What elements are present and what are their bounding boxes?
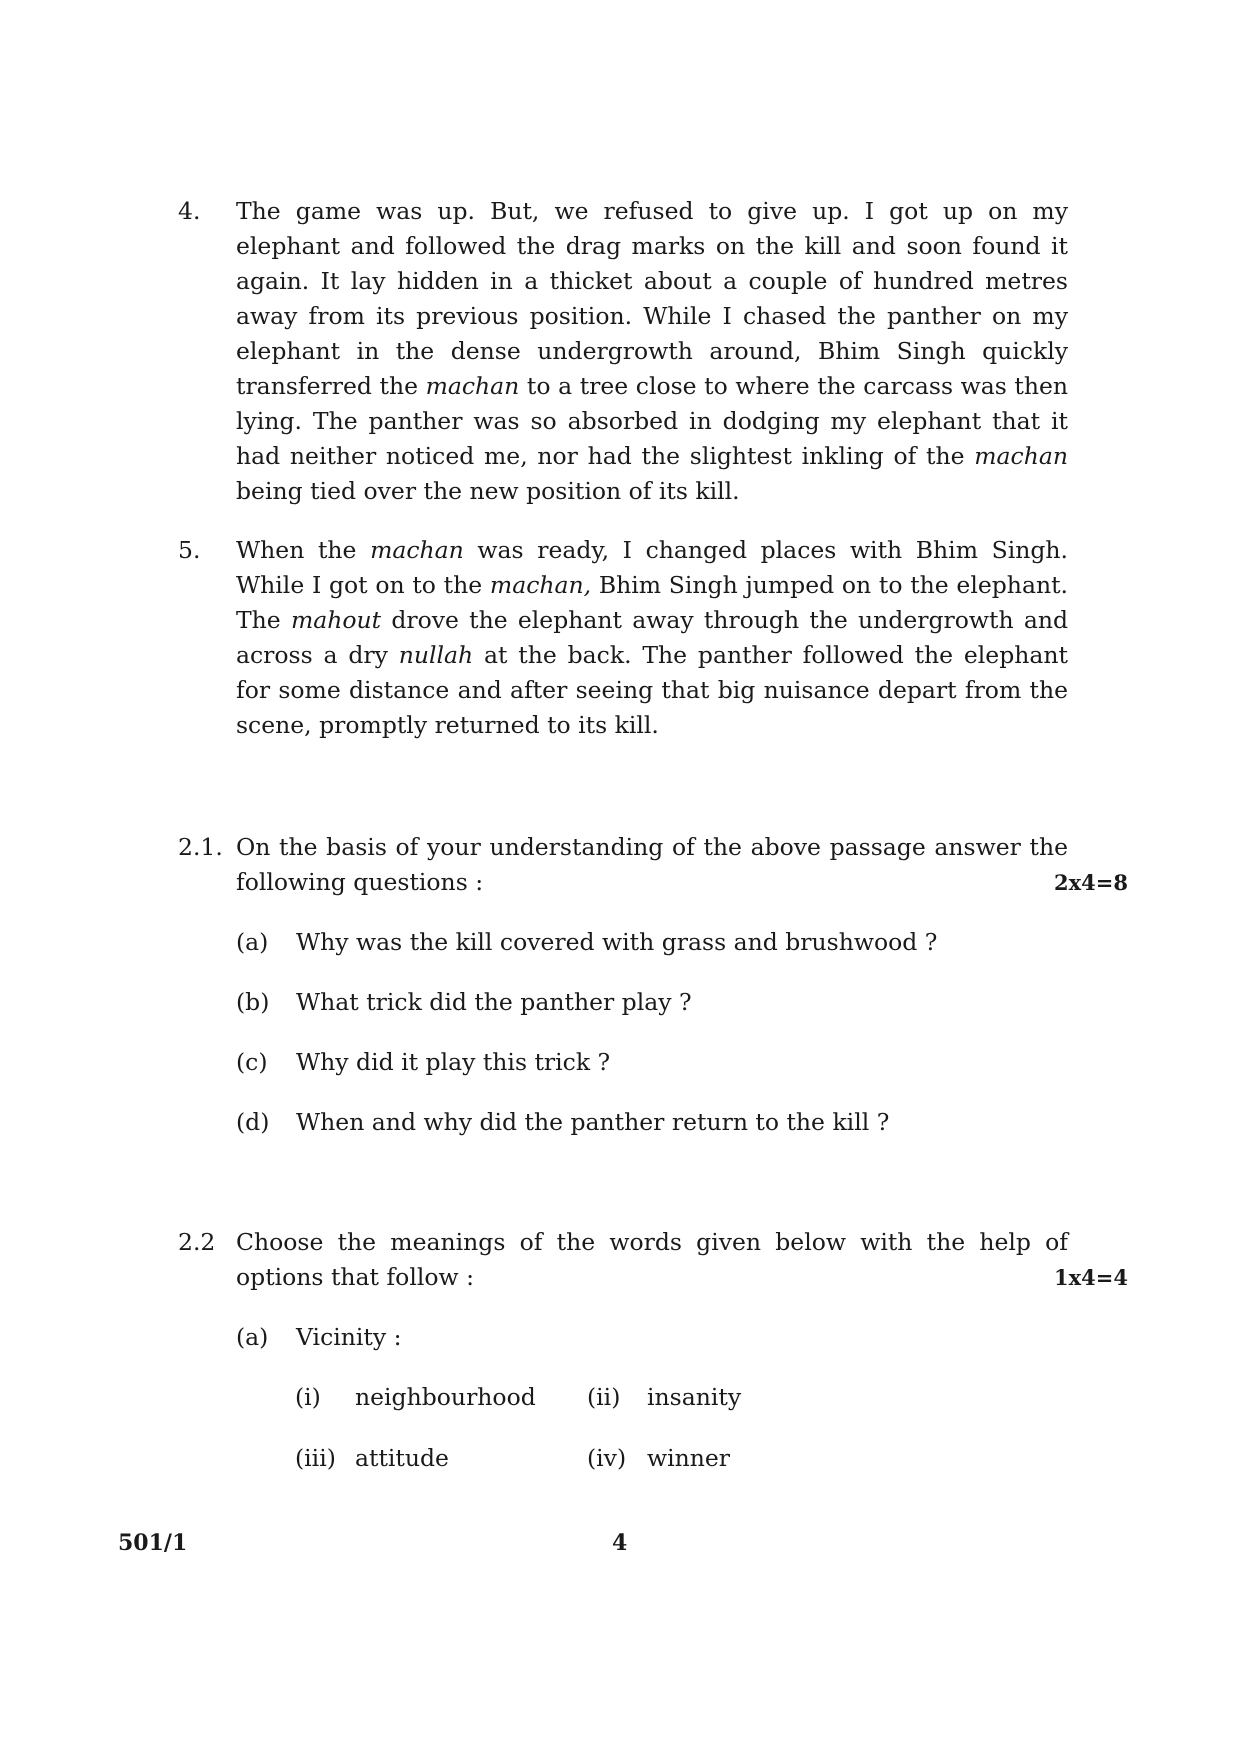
question-item — [236, 925, 937, 960]
question-number: 2.1. — [178, 833, 223, 861]
passage-paragraph-5 — [178, 533, 1068, 743]
question-2-2 — [178, 1225, 1128, 1295]
marks-label: 2x4=8 — [1054, 870, 1128, 895]
item-label: (b) — [236, 988, 270, 1016]
item-text: Why did it play this trick ? — [296, 1048, 611, 1076]
paragraph-text: The game was up. But, we refused to give up. I got up on my elephant and followed the drag marks on the kill and soon found it again. It lay hidden in a thicket about a couple of hundred metres away from its previous position. While I chased the panther on my elephant in the dense undergrowth around, Bhim Singh quickly transferred the machan to a tree close to where the carcass was then lying. The panther was so absorbed in dodging my elephant that it had neither noticed me, nor had the slightest inkling of the machan being tied over the new position of its kill. — [236, 197, 1068, 505]
item-text: When and why did the panther return to the kill ? — [296, 1108, 890, 1136]
option-item — [587, 1441, 730, 1476]
option-text: attitude — [355, 1444, 449, 1472]
option-label: (ii) — [587, 1383, 621, 1411]
item-label: (d) — [236, 1108, 270, 1136]
option-label: (i) — [295, 1383, 321, 1411]
passage-paragraph-4 — [178, 194, 1068, 509]
paper-code: 501/1 — [118, 1530, 188, 1556]
paragraph-number: 5. — [178, 536, 201, 564]
item-label: (a) — [236, 928, 269, 956]
question-number: 2.2 — [178, 1228, 216, 1256]
option-text: winner — [647, 1444, 731, 1472]
option-item — [295, 1441, 449, 1476]
option-text: neighbourhood — [355, 1383, 536, 1411]
question-item — [236, 1105, 889, 1140]
paragraph-number: 4. — [178, 197, 201, 225]
marks-label: 1x4=4 — [1054, 1265, 1128, 1290]
question-item — [236, 1320, 402, 1355]
question-item — [236, 1045, 610, 1080]
option-text: insanity — [647, 1383, 742, 1411]
item-label: (a) — [236, 1323, 269, 1351]
question-item — [236, 985, 692, 1020]
option-label: (iv) — [587, 1444, 627, 1472]
item-label: (c) — [236, 1048, 268, 1076]
option-item — [295, 1380, 536, 1415]
item-text: What trick did the panther play ? — [296, 988, 692, 1016]
item-text: Why was the kill covered with grass and brushwood ? — [296, 928, 938, 956]
question-text: Choose the meanings of the words given below with the help of options that follow : — [236, 1228, 1068, 1291]
option-item — [587, 1380, 741, 1415]
paragraph-text: When the machan was ready, I changed places with Bhim Singh. While I got on to the machan, Bhim Singh jumped on to the elephant. The mahout drove the elephant away through the undergrowth and across a dry nullah at the back. The panther followed the elephant for some distance and after seeing that big nuisance depart from the scene, promptly returned to its kill. — [236, 536, 1069, 739]
page-number: 4 — [612, 1530, 628, 1556]
question-text: On the basis of your understanding of the above passage answer the following questions : — [236, 833, 1068, 896]
item-text: Vicinity : — [296, 1323, 402, 1351]
option-label: (iii) — [295, 1444, 336, 1472]
question-2-1 — [178, 830, 1128, 900]
